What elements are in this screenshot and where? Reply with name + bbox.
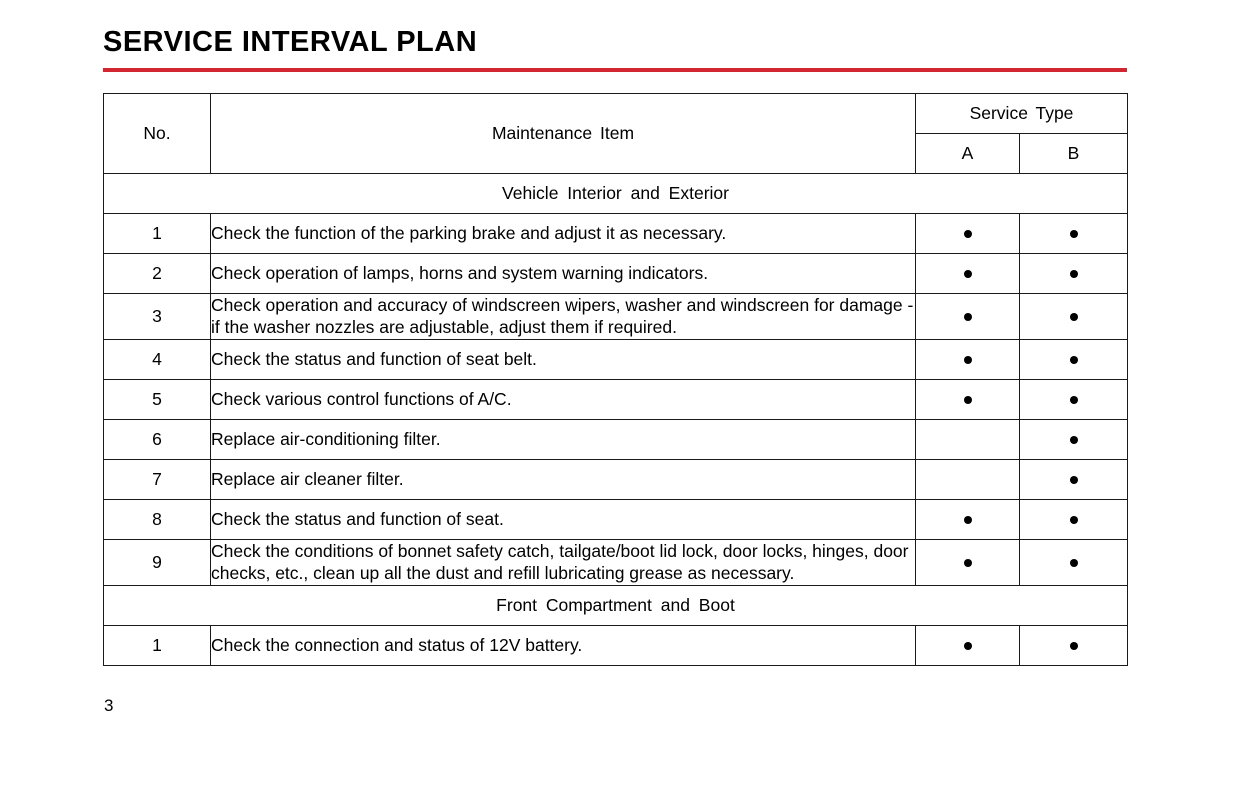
table-row	[104, 379, 1128, 419]
maintenance-item-text: Check the connection and status of 12V battery.	[211, 625, 916, 665]
service-a-cell	[916, 294, 1020, 340]
bullet-dot-icon	[1070, 396, 1078, 404]
service-a-cell	[916, 379, 1020, 419]
section-header: Vehicle Interior and Exterior	[104, 174, 1128, 214]
row-number: 1	[104, 214, 211, 254]
bullet-dot-icon	[1070, 356, 1078, 364]
row-number: 7	[104, 459, 211, 499]
maintenance-item-text: Check the status and function of seat.	[211, 499, 916, 539]
bullet-dot-icon	[964, 559, 972, 567]
section-header: Front Compartment and Boot	[104, 585, 1128, 625]
header-no: No.	[104, 94, 211, 174]
service-a-cell	[916, 339, 1020, 379]
service-b-cell	[1020, 625, 1128, 665]
bullet-dot-icon	[964, 313, 972, 321]
bullet-dot-icon	[964, 356, 972, 364]
bullet-dot-icon	[1070, 230, 1078, 238]
service-b-cell	[1020, 419, 1128, 459]
bullet-dot-icon	[964, 396, 972, 404]
row-number: 3	[104, 294, 211, 340]
service-b-cell	[1020, 539, 1128, 585]
table-row	[104, 419, 1128, 459]
document-header	[103, 26, 1127, 72]
service-a-cell	[916, 499, 1020, 539]
header-type-a: A	[916, 134, 1020, 174]
row-number: 6	[104, 419, 211, 459]
table-row	[104, 499, 1128, 539]
bullet-dot-icon	[964, 642, 972, 650]
table-body	[104, 174, 1128, 666]
table-row	[104, 625, 1128, 665]
table-row	[104, 254, 1128, 294]
service-b-cell	[1020, 214, 1128, 254]
row-number: 5	[104, 379, 211, 419]
service-a-cell	[916, 625, 1020, 665]
service-a-cell	[916, 419, 1020, 459]
table-row	[104, 294, 1128, 340]
bullet-dot-icon	[1070, 270, 1078, 278]
bullet-dot-icon	[1070, 559, 1078, 567]
section-row	[104, 174, 1128, 214]
service-a-cell	[916, 254, 1020, 294]
service-a-cell	[916, 214, 1020, 254]
title-underline	[103, 68, 1127, 72]
row-number: 4	[104, 339, 211, 379]
service-b-cell	[1020, 339, 1128, 379]
maintenance-item-text: Check the conditions of bonnet safety catch, tailgate/boot lid lock, door locks, hinges, door checks, etc., clean up all the dust and refill lubricating grease as necessary.	[211, 539, 916, 585]
table-row	[104, 459, 1128, 499]
table-row	[104, 339, 1128, 379]
bullet-dot-icon	[1070, 516, 1078, 524]
service-b-cell	[1020, 499, 1128, 539]
maintenance-item-text: Replace air-conditioning filter.	[211, 419, 916, 459]
header-service-type: Service Type	[916, 94, 1128, 134]
page-number: 3	[104, 695, 114, 715]
table-row	[104, 214, 1128, 254]
bullet-dot-icon	[964, 270, 972, 278]
header-maintenance-item: Maintenance Item	[211, 94, 916, 174]
bullet-dot-icon	[964, 230, 972, 238]
maintenance-item-text: Check the status and function of seat belt.	[211, 339, 916, 379]
service-a-cell	[916, 539, 1020, 585]
maintenance-item-text: Check various control functions of A/C.	[211, 379, 916, 419]
header-type-b: B	[1020, 134, 1128, 174]
service-b-cell	[1020, 459, 1128, 499]
bullet-dot-icon	[1070, 476, 1078, 484]
row-number: 8	[104, 499, 211, 539]
service-interval-table	[103, 93, 1128, 666]
bullet-dot-icon	[1070, 436, 1078, 444]
page-title: SERVICE INTERVAL PLAN	[103, 26, 478, 58]
row-number: 9	[104, 539, 211, 585]
bullet-dot-icon	[1070, 642, 1078, 650]
section-row	[104, 585, 1128, 625]
row-number: 1	[104, 625, 211, 665]
service-b-cell	[1020, 379, 1128, 419]
table-header	[104, 94, 1128, 174]
bullet-dot-icon	[1070, 313, 1078, 321]
service-b-cell	[1020, 254, 1128, 294]
maintenance-item-text: Replace air cleaner filter.	[211, 459, 916, 499]
maintenance-item-text: Check the function of the parking brake and adjust it as necessary.	[211, 214, 916, 254]
service-a-cell	[916, 459, 1020, 499]
service-b-cell	[1020, 294, 1128, 340]
maintenance-item-text: Check operation of lamps, horns and system warning indicators.	[211, 254, 916, 294]
table-row	[104, 539, 1128, 585]
bullet-dot-icon	[964, 516, 972, 524]
row-number: 2	[104, 254, 211, 294]
maintenance-item-text: Check operation and accuracy of windscreen wipers, washer and windscreen for damage - if the washer nozzles are adjustable, adjust them if required.	[211, 294, 916, 340]
